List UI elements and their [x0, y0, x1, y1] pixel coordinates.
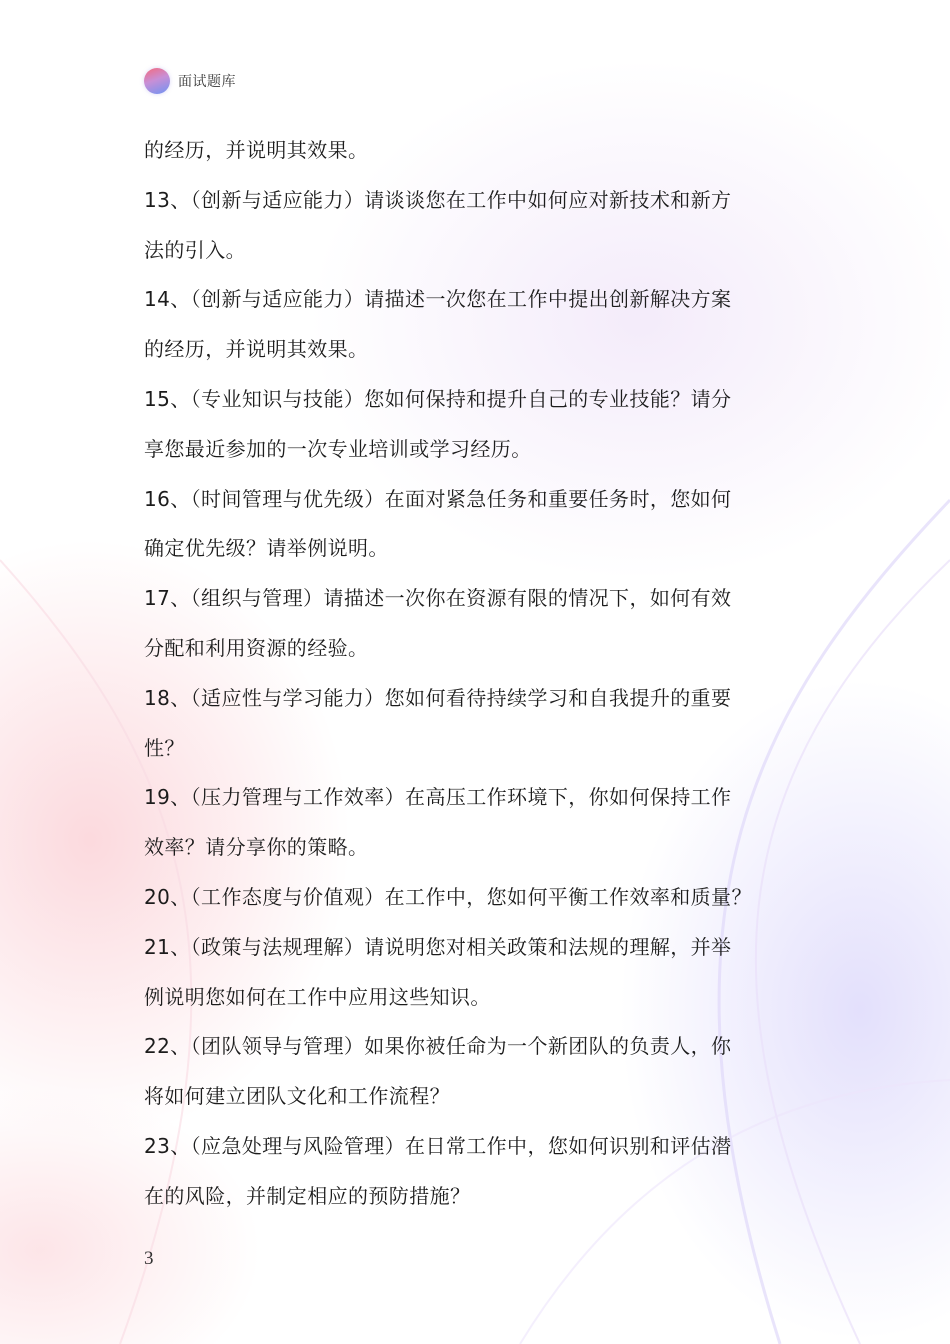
- text-line: 22、（团队领导与管理）如果你被任命为一个新团队的负责人，你: [144, 1034, 732, 1059]
- text-line: 19、（压力管理与工作效率）在高压工作环境下，你如何保持工作: [144, 785, 732, 810]
- text-line: 分配和利用资源的经验。: [144, 635, 369, 660]
- text-line: 性？: [144, 735, 185, 760]
- text-line: 的经历，并说明其效果。: [144, 138, 369, 162]
- text-line: 确定优先级？请举例说明。: [144, 536, 389, 561]
- text-line: 20、（工作态度与价值观）在工作中，您如何平衡工作效率和质量？: [144, 884, 752, 909]
- text-line: 17、（组织与管理）请描述一次你在资源有限的情况下，如何有效: [144, 586, 732, 611]
- text-line: 享您最近参加的一次专业培训或学习经历。: [144, 436, 532, 461]
- text-line: 效率？请分享你的策略。: [144, 835, 369, 860]
- text-line: 在的风险，并制定相应的预防措施？: [144, 1183, 471, 1208]
- text-line: 13、（创新与适应能力）请谈谈您在工作中如何应对新技术和新方: [144, 187, 732, 212]
- header-title: 面试题库: [178, 74, 236, 90]
- text-line: 15、（专业知识与技能）您如何保持和提升自己的专业技能？请分: [144, 386, 732, 411]
- text-line: 将如何建立团队文化和工作流程？: [144, 1084, 450, 1109]
- brand-logo-icon: [144, 68, 170, 94]
- text-line: 例说明您如何在工作中应用这些知识。: [144, 984, 491, 1009]
- text-line: 21、（政策与法规理解）请说明您对相关政策和法规的理解，并举: [144, 934, 732, 959]
- text-line: 法的引入。: [144, 237, 246, 262]
- text-line: 16、（时间管理与优先级）在面对紧急任务和重要任务时，您如何: [144, 486, 732, 511]
- text-line: 23、（应急处理与风险管理）在日常工作中，您如何识别和评估潜: [144, 1133, 732, 1158]
- text-line: 的经历，并说明其效果。: [144, 337, 369, 362]
- page-number: 3: [144, 1248, 154, 1269]
- page-header: [144, 66, 236, 96]
- text-line: 18、（适应性与学习能力）您如何看待持续学习和自我提升的重要: [144, 685, 732, 710]
- question-list: [144, 126, 808, 1222]
- text-line: 14、（创新与适应能力）请描述一次您在工作中提出创新解决方案: [144, 287, 732, 312]
